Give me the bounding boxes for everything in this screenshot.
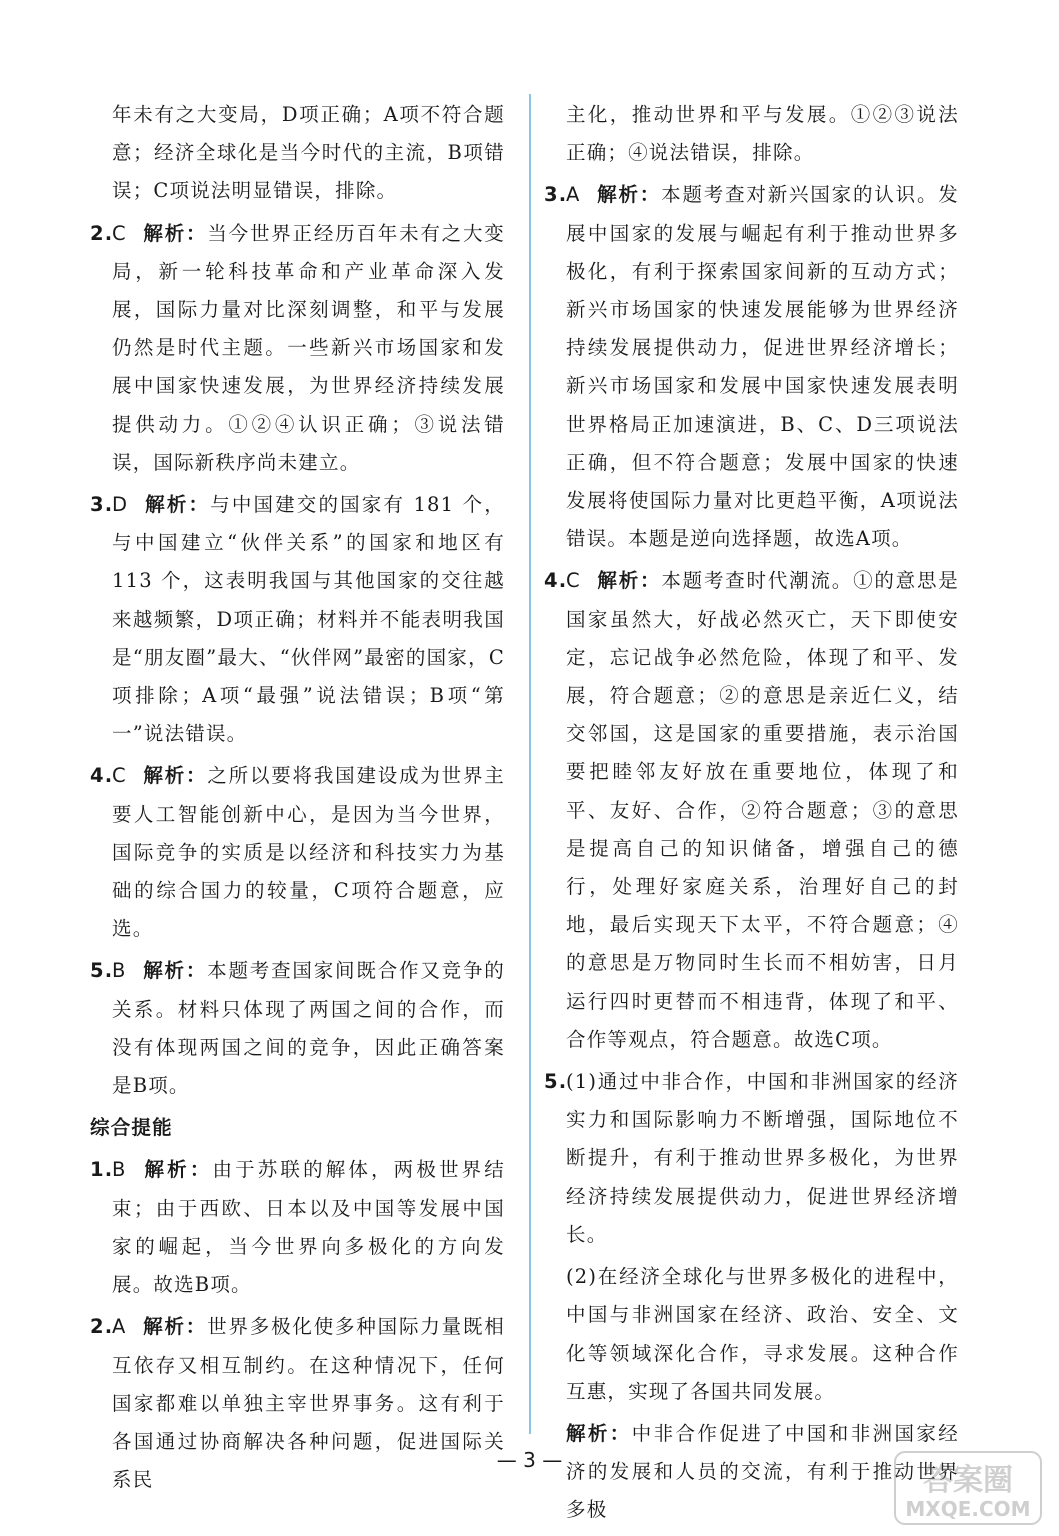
svg-text:答案圈: 答案圈: [923, 1463, 1013, 1498]
analysis-text: 世界多极化使多种国际力量既相互依存又相互制约。在这种情况下，任何国家都难以单独主宰世界事务。这有利于各国通过协商解决各种问题，促进国际关系民: [112, 1315, 505, 1492]
analysis-label: 解析：: [566, 1421, 632, 1445]
item-number: 5.: [544, 1070, 568, 1094]
analysis-text: 本题考查时代潮流。①的意思是国家虽然大，好战必然灭亡，天下即使安定，忘记战争必然危险，体现了和平、发展，符合题意；②的意思是亲近仁义，结交邻国，这是国家的重要措施，表示治国要把睦邻友好放在重要地位，体现了和平、友好、合作，②符合题意；③的意思是提高自己的知识储备，增强自己的德行，处理好家庭关系，治理好自己的封地，最后实现天下太平，不符合题意；④的意思是万物同时生长而不相妨害，日月运行四时更替而不相违背，体现了和平、合作等观点，符合题意。故选C项。: [566, 569, 959, 1051]
column-divider: [529, 94, 531, 1434]
analysis-label: 解析：: [142, 1315, 208, 1339]
watermark-logo: [893, 1450, 1043, 1526]
intro-paragraph: 主化，推动世界和平与发展。①②③说法正确；④说法错误，排除。: [566, 103, 959, 165]
item-number: 3.: [544, 183, 568, 207]
analysis-text: 之所以要将我国建设成为世界主要人工智能创新中心，是因为当今世界，国际竞争的实质是以经济和科技实力为基础的综合国力的较量，C项符合题意，应选。: [112, 764, 505, 941]
analysis-text: 本题考查对新兴国家的认识。发展中国家的发展与崛起有利于推动世界多极化，有利于探索国家间新的互动方式；新兴市场国家的快速发展能够为世界经济持续发展提供动力，促进世界经济增长；新兴市场国家和发展中国家快速发展表明世界格局正加速演进，B、C、D三项说法正确，但不符合题意；发展中国家的快速发展将使国际力量对比更趋平衡，A项说法错误。本题是逆向选择题，故选A项。: [566, 183, 959, 551]
item-number: 5.: [90, 959, 114, 983]
analysis-text: 与中国建交的国家有 181 个，与中国建立“伙伴关系”的国家和地区有 113 个，这表明我国与其他国家的交往越来越频繁，D项正确；材料并不能表明我国是“朋友圈”最大、“伙伴网”最密的国家，C项排除；A项“最强”说法错误；B项“第一”说法错误。: [112, 493, 505, 746]
item-number: 2.: [90, 1315, 114, 1339]
analysis-label: 解析：: [144, 493, 211, 517]
analysis-label: 解析：: [596, 183, 662, 207]
analysis-label: 解析：: [142, 959, 208, 983]
answer-part-2: (2)在经济全球化与世界多极化的进程中，中国与非洲国家在经济、政治、安全、文化等领域深化合作，寻求发展。这种合作互惠，实现了各国共同发展。: [566, 1265, 959, 1403]
answer-letter: D: [112, 493, 129, 517]
answer-letter: B: [112, 1158, 127, 1182]
answer-item: [544, 176, 959, 558]
answer-letter: C: [112, 221, 127, 245]
analysis-text: 本题考查国家间既合作又竞争的关系。材料只体现了两国之间的合作，而没有体现两国之间的竞争，因此正确答案是B项。: [112, 959, 505, 1098]
answer-letter: A: [566, 183, 581, 207]
analysis-text: 当今世界正经历百年未有之大变局，新一轮科技革命和产业革命深入发展，国际力量对比深刻调整，和平与发展仍然是时代主题。一些新兴市场国家和发展中国家快速发展，为世界经济持续发展提供动力。①②④认识正确；③说法错误，国际新秩序尚未建立。: [112, 221, 505, 474]
analysis-label: 解析：: [142, 221, 208, 245]
right-column: [544, 96, 959, 1534]
analysis-text: 由于苏联的解体，两极世界结束；由于西欧、日本以及中国等发展中国家的崛起，当今世界向多极化的方向发展。故选B项。: [112, 1158, 505, 1297]
analysis-label: 解析：: [142, 764, 208, 788]
item-number: 1.: [90, 1158, 114, 1182]
answer-letter: B: [112, 959, 127, 983]
answer-item: [90, 1151, 505, 1304]
page-number: — 3 —: [496, 1448, 563, 1472]
answer-item: [90, 952, 505, 1105]
answer-item-5: [544, 1063, 959, 1254]
analysis-label: 解析：: [596, 569, 662, 593]
item-number: 2.: [90, 221, 114, 245]
answer-letter: C: [566, 569, 581, 593]
intro-paragraph: 年未有之大变局，D项正确；A项不符合题意；经济全球化是当今时代的主流，B项错误；C项说法明显错误，排除。: [112, 103, 505, 203]
analysis-label: 解析：: [142, 1158, 213, 1182]
svg-text:MXQE.COM: MXQE.COM: [905, 1497, 1031, 1521]
answer-letter: C: [112, 764, 127, 788]
item-number: 4.: [90, 764, 114, 788]
answer-part-1: (1)通过中非合作，中国和非洲国家的经济实力和国际影响力不断增强，国际地位不断提升，有利于推动世界多极化，为世界经济持续发展提供动力，促进世界经济增长。: [566, 1070, 959, 1246]
watermark-icon: [893, 1450, 1043, 1526]
item-number: 4.: [544, 569, 568, 593]
answer-item: [90, 757, 505, 948]
answer-item: [544, 562, 959, 1059]
item-number: 3.: [90, 493, 114, 517]
section-title: 综合提能: [90, 1116, 173, 1140]
answer-item: [90, 486, 505, 753]
left-column: [90, 96, 505, 1503]
answer-letter: A: [112, 1315, 127, 1339]
answer-item: [90, 215, 505, 482]
analysis-text: 中非合作促进了中国和非洲国家经济的发展和人员的交流，有利于推动世界多极: [566, 1421, 959, 1522]
